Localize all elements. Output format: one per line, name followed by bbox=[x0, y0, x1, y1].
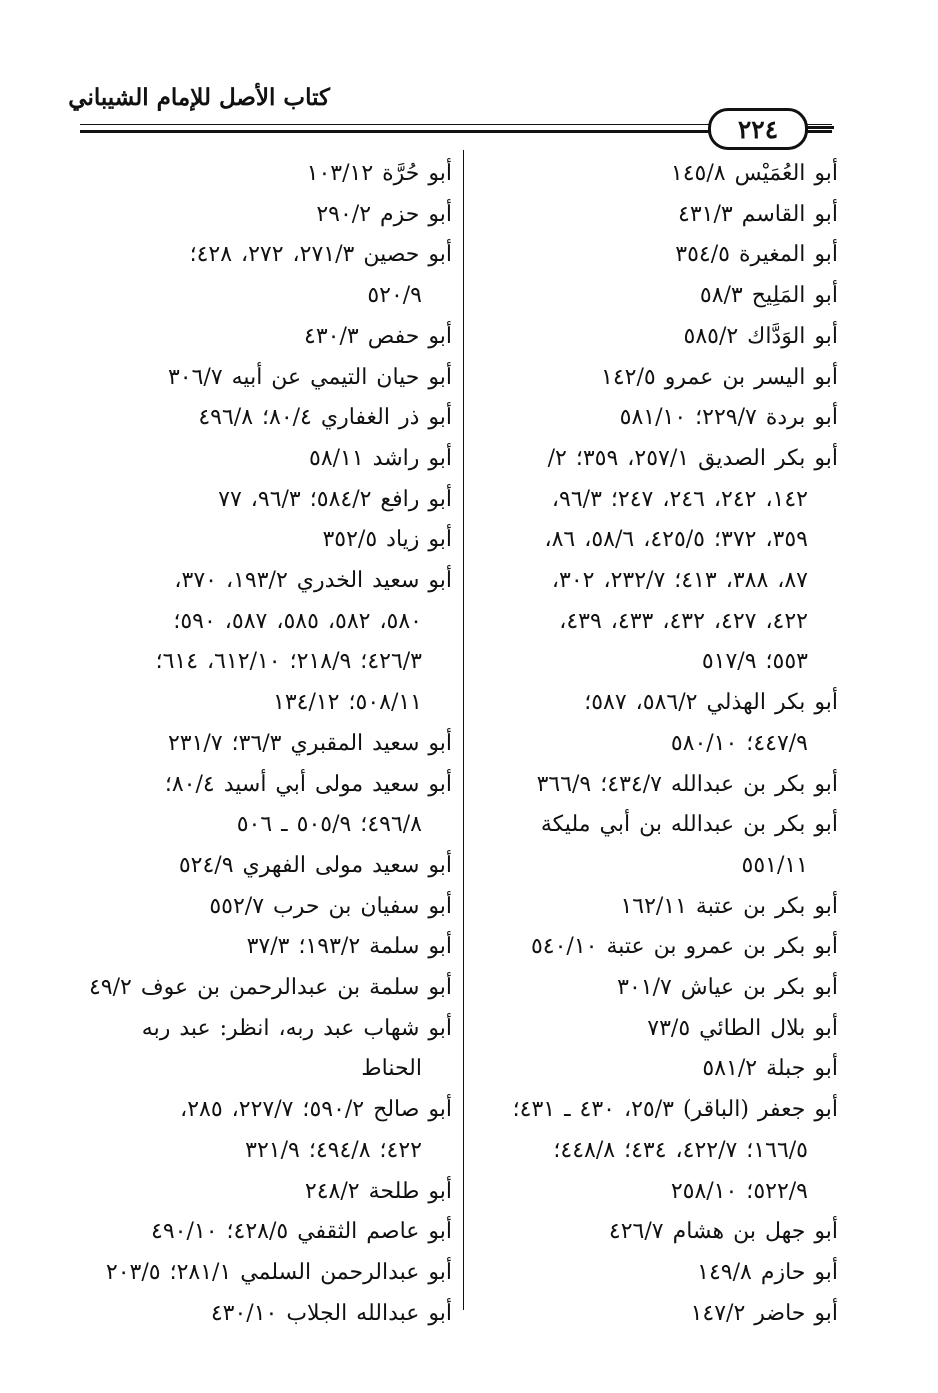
index-entry bbox=[80, 398, 452, 439]
index-entry bbox=[80, 724, 452, 765]
index-entry bbox=[476, 358, 838, 399]
index-entry bbox=[80, 317, 452, 358]
index-entry bbox=[476, 1253, 838, 1294]
index-entry-line: أبو بكر بن عياش ٣٠١/٧ bbox=[617, 975, 838, 1001]
index-entry bbox=[476, 968, 838, 1009]
index-entry-line: أبو حُرَّة ١٠٣/١٢ bbox=[306, 161, 452, 186]
index-entry-line: أبو صالح ٥٩٠/٢؛ ٢٢٧/٧، ٢٨٥، bbox=[180, 1097, 452, 1123]
index-entry-line: أبو بكر بن عبدالله بن أبي مليكة bbox=[540, 812, 838, 838]
index-entry-line: أبو عبدالرحمن السلمي ٢٨١/١؛ ٢٠٣/٥ bbox=[105, 1259, 452, 1285]
index-entry-line: أبو طلحة ٢٤٨/٢ bbox=[304, 1178, 452, 1204]
index-entry-line: أبو حفص ٤٣٠/٣ bbox=[304, 323, 452, 349]
index-entry-line: أبو حيان التيمي عن أبيه ٣٠٦/٧ bbox=[167, 364, 452, 390]
index-entry-line: أبو بكر بن عبدالله ٤٣٤/٧؛ ٣٦٦/٩ bbox=[536, 771, 838, 797]
index-entry-line: أبو جعفر (الباقر) ٢٥/٣، ٤٣٠ ـ ٤٣١؛ bbox=[512, 1097, 838, 1123]
index-entry bbox=[80, 358, 452, 399]
index-entry-line: أبو القاسم ٤٣١/٣ bbox=[678, 201, 838, 227]
index-entry-continuation: الحناط bbox=[361, 1056, 422, 1082]
page-number-badge: ٢٢٤ bbox=[708, 108, 808, 150]
running-header-book-title: كتاب الأصل للإمام الشيباني bbox=[68, 84, 330, 111]
index-entry-line: أبو جبلة ٥٨١/٢ bbox=[702, 1056, 838, 1082]
index-entry bbox=[476, 276, 838, 317]
index-entry bbox=[476, 235, 838, 276]
index-entry-line: أبو عبدالله الجلاب ٤٣٠/١٠ bbox=[210, 1300, 452, 1326]
column-divider bbox=[463, 150, 464, 1310]
index-entry-line: أبو حزم ٢٩٠/٢ bbox=[316, 201, 452, 227]
index-entry bbox=[80, 927, 452, 968]
index-entry-line: أبو الوَدَّاك ٥٨٥/٢ bbox=[683, 323, 838, 349]
index-entry-continuation: ٣٥٩، ٣٧٢؛ ٤٢٥/٥، ٥٨/٦، ٨٦، bbox=[544, 527, 808, 553]
index-entry-line: أبو بكر الصديق ٢٥٧/١، ٣٥٩؛ ٢/ bbox=[547, 445, 838, 471]
index-entry bbox=[476, 1049, 838, 1090]
index-column-left bbox=[80, 154, 452, 1334]
index-entry-line: أبو عاصم الثقفي ٤٢٨/٥؛ ٤٩٠/١٠ bbox=[151, 1219, 452, 1245]
index-entry-continuation: ٥٨٠، ٥٨٢، ٥٨٥، ٥٨٧، ٥٩٠؛ bbox=[173, 608, 422, 634]
index-entry-continuation: ٤٢٦/٣؛ ٢١٨/٩؛ ٦١٢/١٠، ٦١٤؛ bbox=[155, 649, 422, 675]
index-entry bbox=[80, 1253, 452, 1294]
index-entry bbox=[80, 480, 452, 521]
index-entry-line: أبو سعيد مولى أبي أسيد ٨٠/٤؛ bbox=[164, 771, 452, 797]
index-entry bbox=[476, 1212, 838, 1253]
index-entry bbox=[476, 1294, 838, 1335]
index-entry-continuation: ٤٢٢؛ ٤٩٤/٨؛ ٣٢١/٩ bbox=[245, 1137, 422, 1163]
index-entry bbox=[476, 887, 838, 928]
index-entry-line: أبو العُمَيْس ١٤٥/٨ bbox=[670, 161, 838, 186]
index-entry bbox=[476, 439, 838, 683]
index-entry-continuation: ١٦٦/٥؛ ٤٢٢/٧، ٤٣٤؛ ٤٤٨/٨؛ bbox=[553, 1137, 808, 1163]
index-entry bbox=[476, 683, 838, 764]
index-entry bbox=[476, 195, 838, 236]
index-entry bbox=[80, 1090, 452, 1171]
index-entry bbox=[476, 1009, 838, 1050]
index-entry-line: أبو سعيد الخدري ١٩٣/٢، ٣٧٠، bbox=[174, 568, 452, 594]
index-entry-line: أبو حازم ١٤٩/٨ bbox=[697, 1259, 838, 1285]
index-entry bbox=[476, 765, 838, 806]
index-entry-line: أبو جهل بن هشام ٤٢٦/٧ bbox=[608, 1219, 838, 1245]
index-entry bbox=[476, 154, 838, 195]
index-entry-continuation: ٥٢٢/٩؛ ٢٥٨/١٠ bbox=[670, 1178, 808, 1204]
index-entry-line: أبو راشد ٥٨/١١ bbox=[309, 445, 452, 471]
index-entry-line: أبو سعيد المقبري ٣٦/٣؛ ٢٣١/٧ bbox=[167, 730, 452, 756]
index-entry-line: أبو بلال الطائي ٧٣/٥ bbox=[647, 1015, 838, 1041]
index-entry bbox=[476, 1090, 838, 1212]
index-entry bbox=[80, 968, 452, 1009]
index-entry bbox=[80, 1212, 452, 1253]
index-entry bbox=[476, 927, 838, 968]
index-entry-line: أبو حصين ٢٧١/٣، ٢٧٢، ٤٢٨؛ bbox=[189, 242, 452, 268]
index-entry-line: أبو المغيرة ٣٥٤/٥ bbox=[675, 242, 838, 268]
index-entry-line: أبو بكر الهذلي ٥٨٦/٢، ٥٨٧؛ bbox=[584, 690, 838, 716]
index-entry-line: أبو رافع ٥٨٤/٢؛ ٩٦/٣، ٧٧ bbox=[218, 486, 452, 512]
index-entry bbox=[80, 846, 452, 887]
index-entry bbox=[80, 195, 452, 236]
index-entry bbox=[80, 235, 452, 316]
index-entry-line: أبو زياد ٣٥٢/٥ bbox=[322, 527, 452, 553]
index-entry-line: أبو بكر بن عمرو بن عتبة ٥٤٠/١٠ bbox=[530, 934, 838, 960]
index-entry bbox=[476, 317, 838, 358]
index-entry bbox=[80, 520, 452, 561]
index-entry-continuation: ٥٠٨/١١؛ ١٣٤/١٢ bbox=[273, 690, 422, 716]
index-entry bbox=[80, 561, 452, 724]
index-entry-line: أبو ذر الغفاري ٨٠/٤؛ ٤٩٦/٨ bbox=[198, 405, 452, 431]
index-entry-line: أبو سلمة بن عبدالرحمن بن عوف ٤٩/٢ bbox=[88, 975, 452, 1001]
index-column-right bbox=[476, 154, 838, 1334]
index-entry-continuation: ٥٥٣؛ ٥١٧/٩ bbox=[701, 649, 808, 675]
index-entry-continuation: ٤٩٦/٨؛ ٥٠٥/٩ ـ ٥٠٦ bbox=[236, 812, 422, 838]
index-entry bbox=[80, 439, 452, 480]
index-entry bbox=[80, 887, 452, 928]
index-entry-line: أبو سلمة ١٩٣/٢؛ ٣٧/٣ bbox=[246, 934, 452, 960]
index-entry-continuation: ٤٤٧/٩؛ ٥٨٠/١٠ bbox=[670, 730, 808, 756]
index-entry bbox=[80, 1294, 452, 1335]
index-entry-line: أبو بردة ٢٢٩/٧؛ ٥٨١/١٠ bbox=[619, 405, 838, 431]
index-entry-line: أبو المَلِيح ٥٨/٣ bbox=[699, 283, 838, 309]
index-entry-continuation: ١٤٢، ٢٤٢، ٢٤٦، ٢٤٧؛ ٩٦/٣، bbox=[551, 486, 808, 512]
index-entry-line: أبو اليسر بن عمرو ١٤٢/٥ bbox=[601, 364, 838, 390]
index-entry-continuation: ٥٥١/١١ bbox=[741, 852, 808, 878]
index-entry-line: أبو حاضر ١٤٧/٢ bbox=[690, 1300, 838, 1326]
index-entry bbox=[476, 398, 838, 439]
index-entry-line: أبو شهاب عبد ربه، انظر: عبد ربه bbox=[141, 1015, 452, 1041]
index-entry-line: أبو سفيان بن حرب ٥٥٢/٧ bbox=[209, 893, 452, 919]
index-entry bbox=[80, 765, 452, 846]
index-entry-continuation: ٨٧، ٣٨٨، ٤١٣؛ ٢٣٢/٧، ٣٠٢، bbox=[551, 568, 808, 594]
index-entry-line: أبو بكر بن عتبة ١٦٢/١١ bbox=[620, 893, 838, 919]
index-entry-continuation: ٥٢٠/٩ bbox=[367, 283, 422, 309]
index-entry-line: أبو سعيد مولى الفهري ٥٢٤/٩ bbox=[178, 852, 452, 878]
index-entry bbox=[80, 1172, 452, 1213]
index-entry bbox=[80, 154, 452, 195]
index-entry bbox=[80, 1009, 452, 1090]
index-entry bbox=[476, 805, 838, 886]
index-entry-continuation: ٤٢٢، ٤٢٧، ٤٣٢، ٤٣٣، ٤٣٩، bbox=[559, 608, 808, 634]
